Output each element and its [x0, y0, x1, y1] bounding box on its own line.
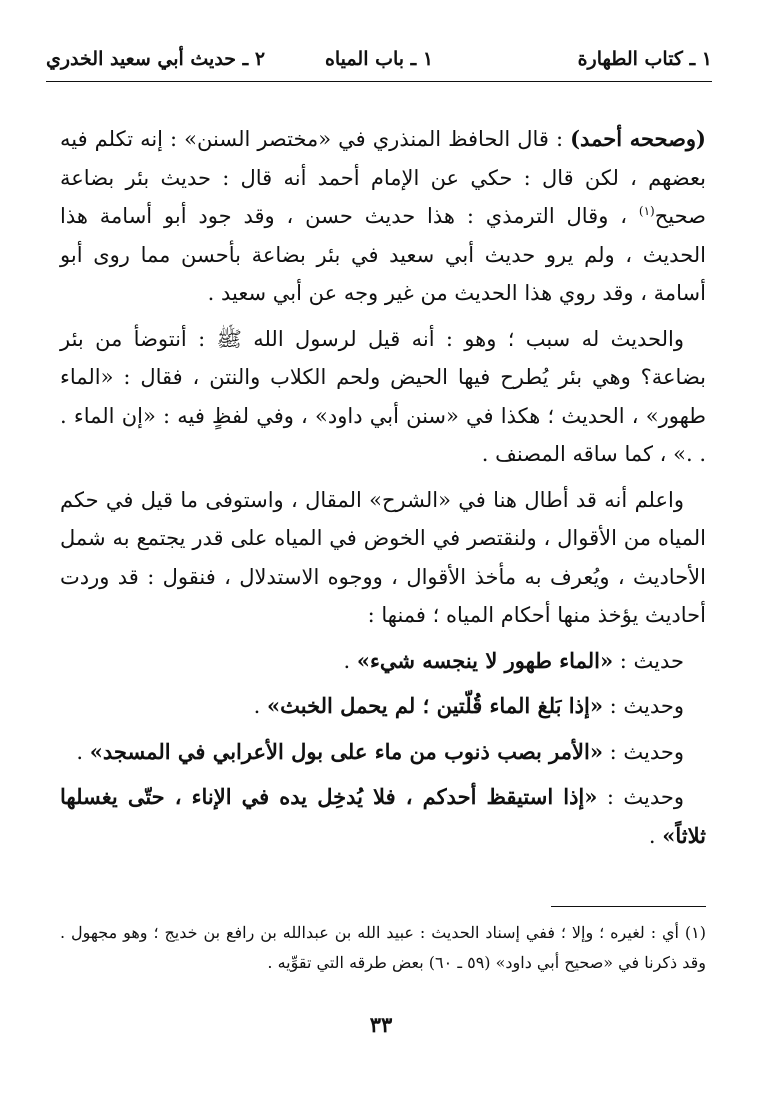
hadith-item [60, 687, 706, 726]
hadith-lead: حديث : [613, 648, 684, 673]
hadith-quote: «إذا بَلغ الماء قُلّتين ؛ لم يحمل الخبث» [266, 693, 603, 718]
paragraph-lead: (وصححه أحمد) [570, 126, 706, 151]
hadith-lead: وحديث : [602, 694, 684, 718]
running-header [46, 42, 712, 82]
hadith-item [60, 778, 706, 855]
page-number: ٣٣ [369, 1012, 393, 1037]
paragraph-text: : قال الحافظ المنذري في «مختصر السنن» : إنه تكلم فيه بعضهم ، لكن قال : حكي عن الإمام أحمد أنه قال : حديث بئر بضاعة صحيح [60, 127, 706, 228]
hadith-lead: وحديث : [597, 785, 684, 809]
header-section-title: ١ ـ باب المياه [324, 48, 434, 70]
paragraph-water-rulings: واعلم أنه قد أطال هنا في «الشرح» المقال ، واستوفى ما قيل في حكم المياه من الأقوال ، ولنقتصر في الخوض في المياه على قدر يجتمع به شمل الأحاديث ، ويُعرف به مأخذ الأقوال ، ووجوه الاستدلال ، فنقول : قد وردت أحاديث يؤخذ منها أحكام المياه ؛ فمنها : [60, 487, 706, 627]
paragraph-authentication [60, 120, 706, 313]
header-chapter-title: ١ ـ كتاب الطهارة [577, 48, 712, 70]
footnote-1: (١) أي : لغيره ؛ وإلا ؛ ففي إسناد الحديث : عبيد الله بن عبدالله بن رافع بن خديج ؛ وهو مجهول . وقد ذكرنا في «صحيح أبي داود» (٥٩ ـ ٦٠) بعض طرقه التي تقوِّيه . [60, 923, 706, 972]
header-divider [46, 81, 712, 82]
hadith-end: . [648, 823, 663, 848]
hadith-quote: «الماء طهور لا ينجسه شيء» [356, 647, 614, 673]
footnote-reference[interactable]: (١) [638, 204, 655, 218]
main-text [60, 120, 706, 862]
hadith-item [60, 733, 706, 772]
footnotes [60, 918, 706, 978]
hadith-end: . [343, 648, 357, 673]
paragraph-hadith-cause: والحديث له سبب ؛ وهو : أنه قيل لرسول الله ﷺ : أنتوضأ من بئر بضاعة؟ وهي بئر يُطرح فيها الحيض ولحم الكلاب والنتن ، فقال : «الماء طهور» ، الحديث ؛ هكذا في «سنن أبي داود» ، وفي لفظٍ فيه : «إن الماء . . .» ، كما ساقه المصنف . [60, 326, 706, 466]
hadith-end: . [253, 694, 267, 718]
footnote-divider [551, 906, 706, 907]
hadith-quote: «الأمر بصب ذنوب من ماء على بول الأعرابي في المسجد» [89, 738, 603, 764]
hadith-quote: «إذا استيقظ أحدكم ، فلا يُدخِل يده في الإناء ، حتّى يغسلها ثلاثاً» [60, 784, 706, 848]
hadith-end: . [76, 739, 90, 764]
hadith-lead: وحديث : [602, 739, 684, 764]
header-hadith-title: ٢ ـ حديث أبي سعيد الخدري [46, 48, 266, 70]
paragraph-text: ، وقال الترمذي : هذا حديث حسن ، وقد جود أبو أسامة هذا الحديث ، ولم يرو حديث أبي سعيد في بئر بضاعة بأحسن مما روى أبو أسامة ، وقد روي هذا الحديث من غير وجه عن أبي سعيد . [60, 204, 706, 305]
hadith-item [60, 642, 706, 681]
